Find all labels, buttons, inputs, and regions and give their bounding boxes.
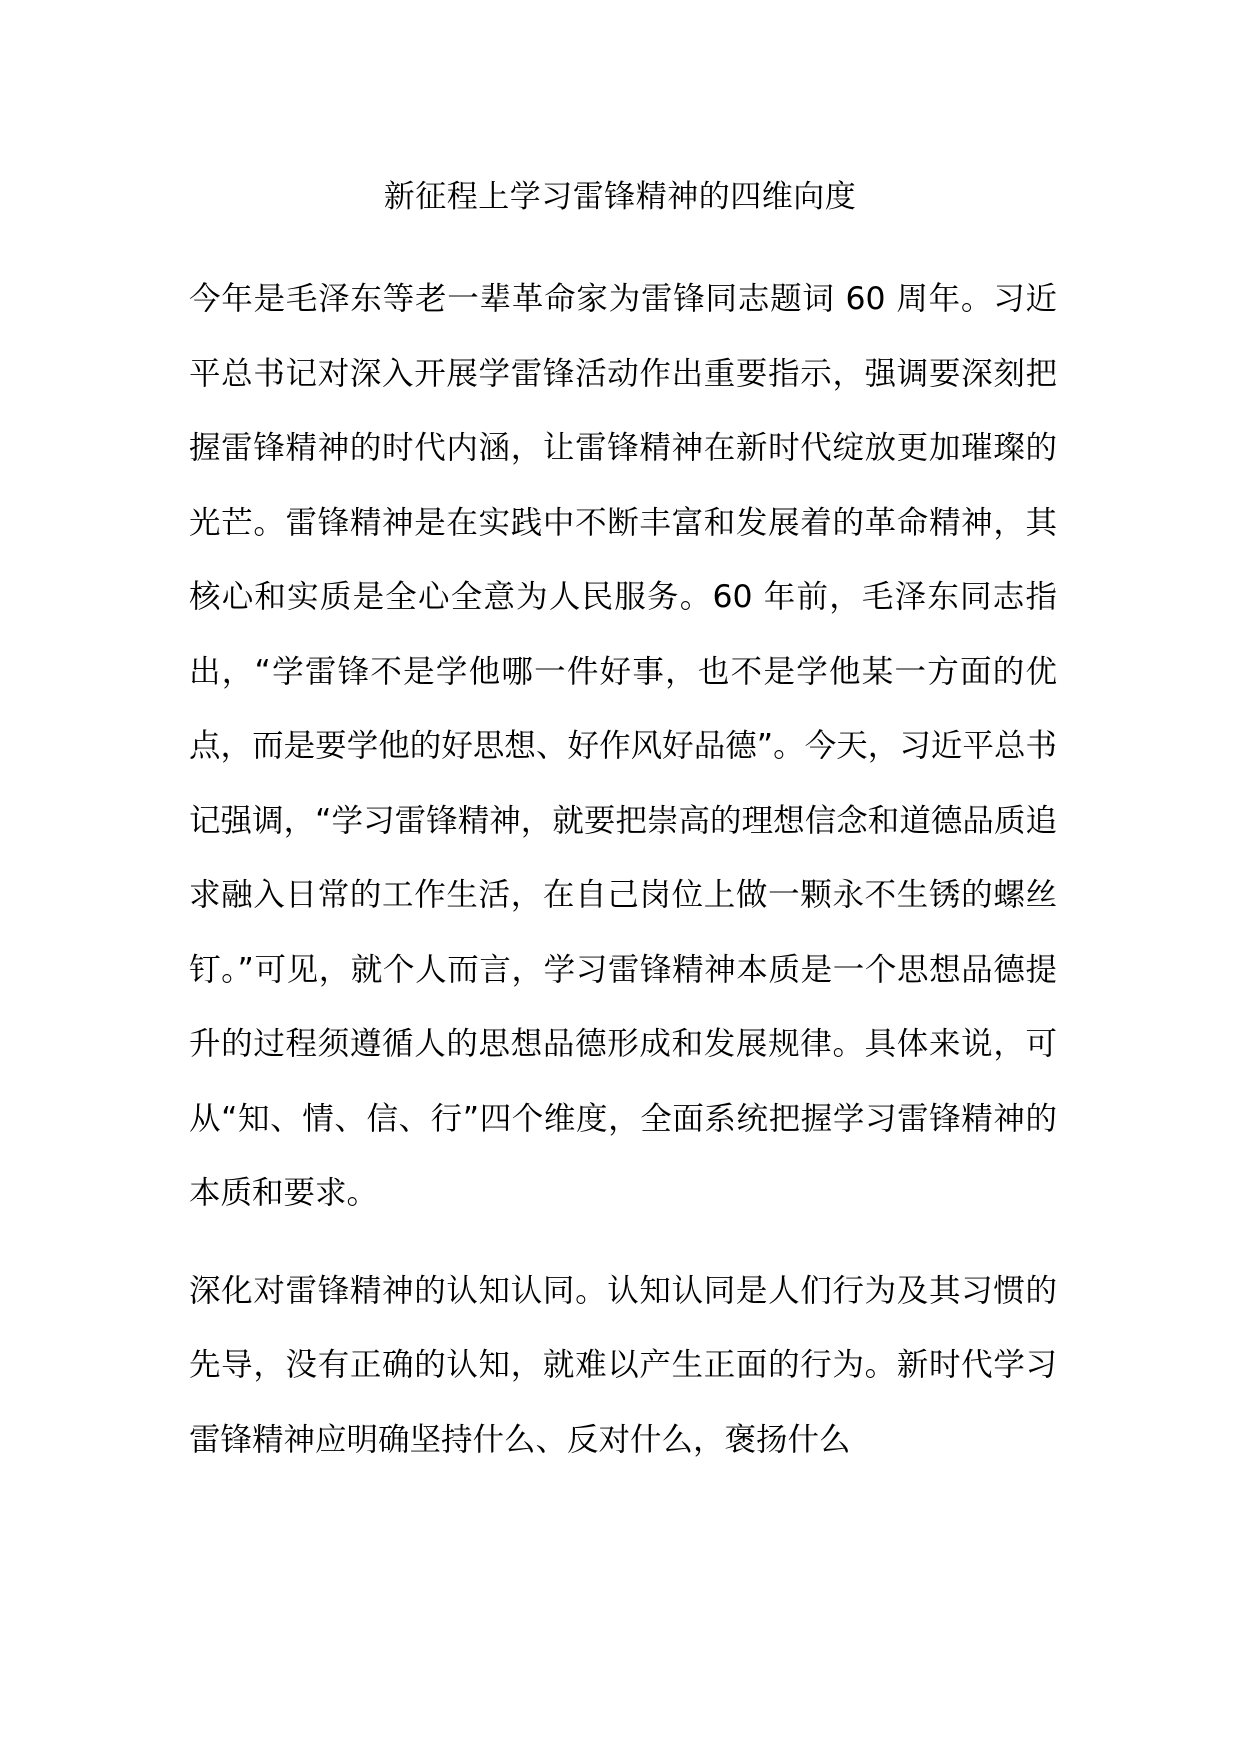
- document-title: 新征程上学习雷锋精神的四维向度: [383, 179, 857, 215]
- paragraph-cognition: 深化对雷锋精神的认知认同。认知认同是人们行为及其习惯的先导，没有正确的认知，就难以产生正面的行为。新时代学习雷锋精神应明确坚持什么、反对什么，褒扬什么: [189, 1272, 1057, 1458]
- document-body: [189, 262, 1057, 1500]
- paragraph-intro: 今年是毛泽东等老一辈革命家为雷锋同志题词 60 周年。习近平总书记对深入开展学雷锋活动作出重要指示，强调要深刻把握雷锋精神的时代内涵，让雷锋精神在新时代绽放更加璀璨的光芒。雷锋精神是在实践中不断丰富和发展着的革命精神，其核心和实质是全心全意为人民服务。60 年前，毛泽东同志指出，“学雷锋不是学他哪一件好事，也不是学他某一方面的优点，而是要学他的好思想、好作风好品德”。今天，习近平总书记强调，“学习雷锋精神，就要把崇高的理想信念和道德品质追求融入日常的工作生活，在自己岗位上做一颗永不生锈的螺丝钉。”可见，就个人而言，学习雷锋精神本质是一个思想品德提升的过程须遵循人的思想品德形成和发展规律。具体来说，可从“知、情、信、行”四个维度，全面系统把握学习雷锋精神的本质和要求。: [189, 281, 1057, 1211]
